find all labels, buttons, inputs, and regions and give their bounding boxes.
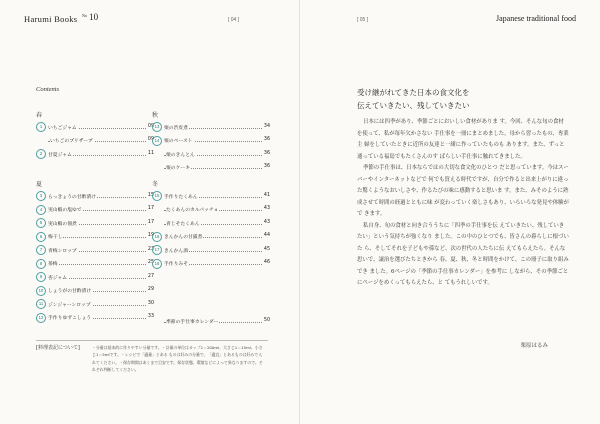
contents-entry[interactable] bbox=[152, 121, 270, 132]
contents-entry-page: 09 bbox=[147, 123, 154, 129]
contents-entry-label: 栗のペースト bbox=[164, 139, 193, 144]
issue-number bbox=[82, 12, 98, 22]
season-spring: 春 bbox=[36, 112, 43, 119]
contents-entry-label: 季節の手仕事カレンダー bbox=[166, 319, 219, 325]
contents-entry[interactable] bbox=[36, 312, 154, 323]
contents-entry-page: 45 bbox=[263, 246, 270, 252]
contents-entry[interactable] bbox=[36, 217, 154, 228]
contents-entry[interactable] bbox=[152, 258, 270, 269]
contents-entry-label: 手作りたくあん bbox=[164, 194, 198, 200]
essay-signature: 栗原はるみ bbox=[520, 343, 548, 349]
recipe-number-badge: 13 bbox=[152, 122, 162, 132]
contents-entry-label: 甘夏ジャム bbox=[48, 152, 72, 158]
contents-entry-page: 25 bbox=[147, 260, 154, 265]
essay-heading bbox=[357, 86, 557, 112]
essay-body bbox=[357, 117, 569, 290]
recipe-number-badge: 8 bbox=[36, 259, 46, 269]
contents-entry[interactable] bbox=[36, 271, 154, 282]
contents-entry[interactable] bbox=[36, 135, 154, 146]
contents-entry-label: 梅干し bbox=[48, 235, 63, 240]
contents-entry[interactable] bbox=[36, 298, 154, 309]
contents-entry-label: きんかんの甘露煮 bbox=[164, 235, 203, 240]
essay-paragraph-1: 日本には四季があり、季節ごとにおいしい食材がありま す。今回、そんな旬の食材を使って、私が毎年欠かさない 手仕事を一冊にまとめました。母から習ったもの、専業主 婦をしていたときに近所の友達と一緒に作っていたものも あります。また、ずっと通っている福島でもたくさんのす ばらしい手仕事に触れてきました。 bbox=[357, 119, 569, 160]
contents-entry-label: 手作りみそ bbox=[164, 262, 188, 267]
recipe-number-badge: 15 bbox=[152, 191, 162, 201]
contents-calendar-entry[interactable] bbox=[152, 315, 270, 326]
season-autumn: 秋 bbox=[152, 112, 159, 119]
contents-entry[interactable] bbox=[36, 190, 154, 201]
contents-entry-label: いちごジャム bbox=[48, 125, 77, 131]
contents-entry-page: 17 bbox=[147, 206, 154, 211]
season-summer: 夏 bbox=[36, 181, 43, 188]
contents-entry-page: 43 bbox=[263, 206, 270, 211]
contents-entry-page: 41 bbox=[263, 192, 270, 198]
notes-divider bbox=[36, 340, 268, 341]
contents-entry-page: 09 bbox=[147, 137, 154, 142]
contents-entry[interactable] bbox=[36, 148, 154, 159]
contents-entry[interactable] bbox=[152, 244, 270, 255]
contents-entry-page: 36 bbox=[263, 164, 270, 169]
contents-entry[interactable] bbox=[36, 204, 154, 215]
contents-entry-label: 青じそたくあん bbox=[166, 221, 200, 227]
contents-entry-label: 栗の渋皮煮 bbox=[164, 125, 188, 131]
contents-entry-label: ジンジャーシロップ bbox=[48, 302, 91, 308]
contents-entry[interactable] bbox=[152, 217, 270, 228]
contents-entry-label: 手作りゆずこしょう bbox=[48, 316, 92, 321]
contents-entry-page: 36 bbox=[263, 150, 270, 156]
brand-name: Harumi Books bbox=[24, 14, 78, 24]
recipe-number-badge: 18 bbox=[152, 259, 162, 269]
contents-entry-page: 30 bbox=[147, 300, 154, 306]
contents-entry-page: 15 bbox=[147, 192, 154, 198]
page-number-left: [ 04 ] bbox=[228, 17, 240, 23]
contents-entry-page: 50 bbox=[263, 317, 270, 323]
page-number-right: [ 05 ] bbox=[357, 17, 369, 23]
contents-entry-label: たくあんのカルパッチョ bbox=[166, 208, 219, 213]
contents-entry-label: しょうがの甘酢漬け bbox=[48, 289, 92, 294]
contents-entry[interactable] bbox=[152, 162, 270, 173]
contents-entry[interactable] bbox=[36, 244, 154, 255]
contents-entry-label: 青梅シロップ bbox=[48, 248, 77, 254]
essay-paragraph-3: 私自身、旬の食材と向き合ううちに「四季の手仕事を伝 えていきたい、残していきたい」という気持ちが強くなり ました。この中のひとつでも、皆さんの暮らしに根づいた ら、そしてそれを子どもや孫など、次の世代の人たちに伝 えてもらえたら。そんな思いで、譲治を選びたちときから 春、夏、秋、冬と時間をかけて、この冊子に取り組みでき ました。6ページの「季節の手仕事カレンダー」を参考に しながら、その季節ごとにページをめくってもらえたら、と てもうれしいです。 bbox=[357, 222, 569, 286]
notes-body: ・分量は基本的に作りやすい分量です。・計量の単位はカップ1＝200ml、大さじ1＝15ml、小さじ1＝5mlです。・レシピで「適量」とある ものは好みの分量で、「適宜」とあるものは好みで入れてください。・保存期間はあくまで目安です。保存状態、環境などによって異なりますので、それぞれ判断してください。 bbox=[92, 345, 263, 373]
recipe-number-badge: 9 bbox=[36, 272, 46, 282]
recipe-number-badge: 6 bbox=[36, 232, 46, 242]
contents-entry[interactable] bbox=[152, 231, 270, 242]
contents-entry[interactable] bbox=[36, 121, 154, 132]
recipe-number-badge: 3 bbox=[36, 191, 46, 201]
contents-entry[interactable] bbox=[152, 135, 270, 146]
contents-entry[interactable] bbox=[152, 204, 270, 215]
contents-entry[interactable] bbox=[36, 231, 154, 242]
essay-heading-line-1: 受け継がれてきた日本の食文化を bbox=[357, 88, 470, 97]
recipe-number-badge: 11 bbox=[36, 299, 46, 309]
contents-entry-label: 栗のきんとん bbox=[166, 152, 195, 158]
contents-entry[interactable] bbox=[152, 190, 270, 201]
season-winter: 冬 bbox=[152, 181, 159, 188]
recipe-number-badge: 14 bbox=[152, 136, 162, 146]
contents-entry-page: 43 bbox=[263, 219, 270, 225]
contents-entry-label: 茶梅 bbox=[48, 262, 58, 267]
contents-entry-page: 34 bbox=[263, 123, 270, 129]
recipe-number-badge: 5 bbox=[36, 218, 46, 228]
page-gutter bbox=[299, 0, 300, 424]
essay-heading-line-2: 伝えていきたい、残していきたい bbox=[357, 101, 470, 110]
recipe-number-badge: 12 bbox=[36, 313, 46, 323]
section-title: Japanese traditional food bbox=[496, 14, 576, 23]
recipe-number-badge: 1 bbox=[36, 122, 46, 132]
contents-entry-label: きんかん酒 bbox=[164, 248, 188, 254]
contents-entry-page: 44 bbox=[263, 233, 270, 238]
leader-dots bbox=[48, 237, 154, 238]
contents-entry-page: 23 bbox=[147, 246, 154, 252]
issue-value: 10 bbox=[89, 12, 99, 22]
contents-entry-page: 33 bbox=[147, 314, 154, 319]
contents-entry[interactable] bbox=[152, 148, 270, 159]
recipe-number-badge: 2 bbox=[36, 149, 46, 159]
issue-prefix: No bbox=[82, 13, 87, 18]
contents-entry[interactable] bbox=[36, 285, 154, 296]
contents-entry-label: 実山椒の佃煮 bbox=[48, 221, 77, 227]
recipe-number-badge: 7 bbox=[36, 245, 46, 255]
contents-entry-page: 46 bbox=[263, 260, 270, 265]
contents-entry-page: 17 bbox=[147, 219, 154, 225]
contents-entry-label: いちごのプリザーブ bbox=[50, 139, 93, 144]
contents-entry-page: 36 bbox=[263, 137, 270, 142]
notes-title: [料理表記について] bbox=[36, 345, 80, 351]
contents-entry[interactable] bbox=[36, 258, 154, 269]
contents-entry-label: 杏ジャム bbox=[48, 275, 68, 281]
contents-entry-page: 29 bbox=[147, 287, 154, 292]
contents-entry-label: 栗のケーキ bbox=[166, 166, 190, 171]
contents-title: Contents bbox=[36, 86, 60, 93]
recipe-number-badge: 16 bbox=[152, 232, 162, 242]
contents-entry-page: 11 bbox=[147, 150, 154, 156]
leader-dots bbox=[48, 264, 154, 265]
essay-paragraph-2: 季節の手仕事は、日本ならではの大切な食文化のひとつ だと思っています。今はスーパーやインターネットなどで 何でも買える時代ですが、自分で作ると出来上がりに違っ た驚くようなおいしさや、作るたびの味に感動すると思いま す。また、みそのように熟成させて時間の経過とともに味 が変わっていく楽しさもあり、いろいろな発見や体験がで きます。 bbox=[357, 165, 569, 217]
contents-entry-page: 27 bbox=[147, 273, 154, 279]
recipe-number-badge: 10 bbox=[36, 286, 46, 296]
contents-entry-page: 19 bbox=[147, 233, 154, 238]
contents-entry-label: らっきょうの甘酢漬け bbox=[48, 194, 96, 200]
contents-entry-label: 実山椒の塩ゆで bbox=[48, 208, 82, 213]
recipe-number-badge: 4 bbox=[36, 205, 46, 215]
recipe-number-badge: 17 bbox=[152, 245, 162, 255]
